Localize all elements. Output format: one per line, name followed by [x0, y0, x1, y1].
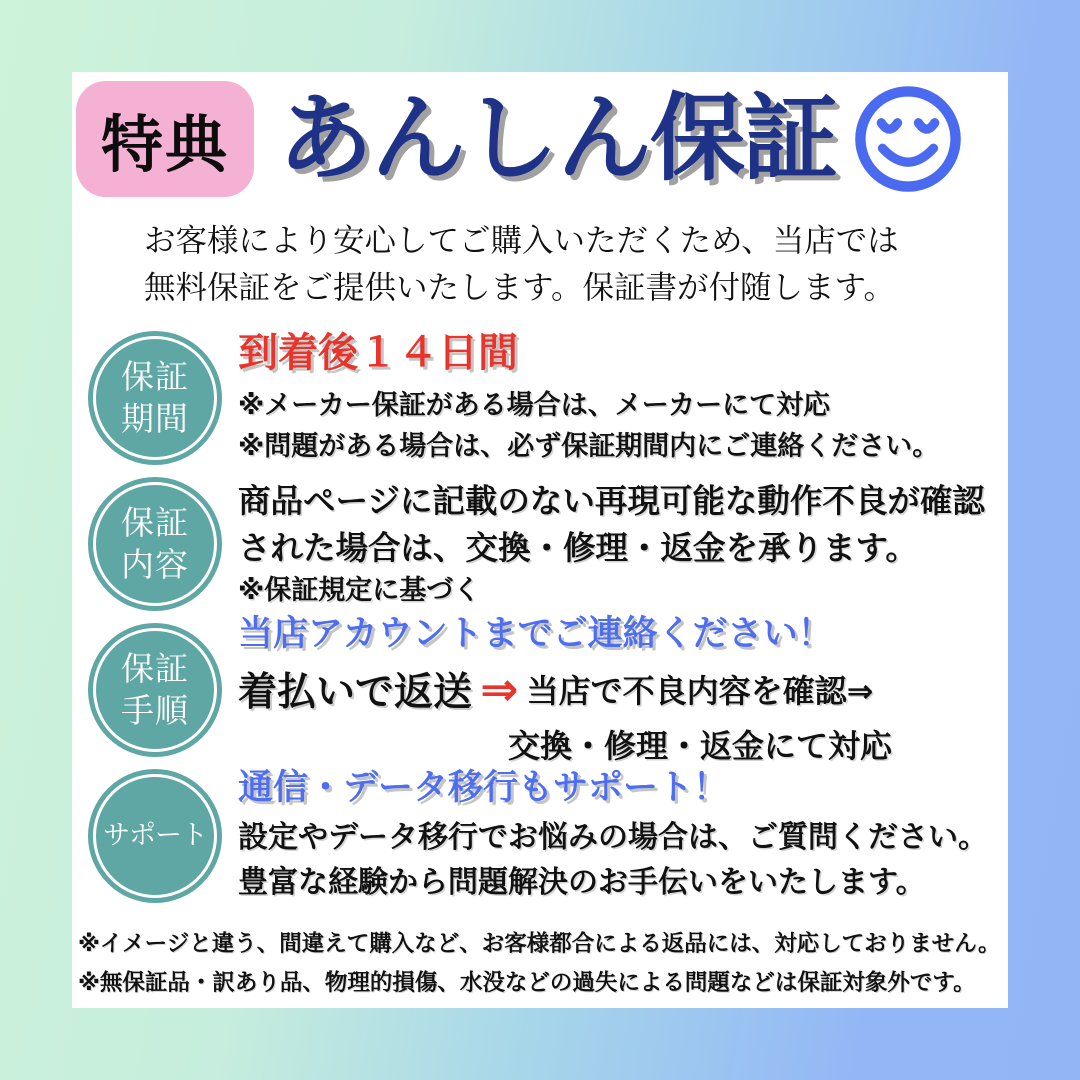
support-headline: 通信・データ移行もサポート！ [238, 767, 729, 807]
intro-line-1: お客様により安心してご購入いただくため、当店では [144, 222, 899, 258]
support-body-2: 豊富な経験から問題解決のお手伝いをいたします。 [238, 866, 926, 900]
benefit-badge [76, 81, 254, 197]
red-arrow-icon: ⇒ [480, 663, 519, 716]
warranty-period-headline: 到着後１４日間 [238, 331, 518, 375]
benefit-badge-label: 特典 [100, 110, 229, 180]
step-result-1: 当店で不良内容を確認⇒ [526, 673, 874, 710]
warranty-procedure-circle-label [88, 623, 222, 757]
warranty-period-note-1: ※メーカー保証がある場合は、メーカーにて対応 [238, 390, 831, 420]
footer-note-1: ※イメージと違う、間違えて購入など、お客様都合による返品には、対応しておりません。 [78, 930, 1001, 956]
support-content [238, 766, 1000, 906]
circle-label-line: 保証 [121, 650, 189, 688]
circle-label-line: 期間 [121, 399, 189, 437]
warranty-coverage-body-1: 商品ページに記載のない再現可能な動作不良が確認 [238, 483, 985, 520]
footer-note-2: ※無保証品・訳あり品、物理的損傷、水没などの過失による問題などは保証対象外です。 [78, 969, 976, 995]
warranty-period-note-2: ※問題がある場合は、必ず保証期間内にご連絡ください。 [238, 430, 940, 461]
circle-label-line: 保証 [121, 504, 189, 542]
section-warranty-procedure [88, 613, 1000, 765]
footer-disclaimers [78, 924, 1002, 1003]
step-result-2: 交換・修理・返金にて対応 [508, 728, 893, 765]
warranty-period-content [238, 329, 1000, 466]
warranty-coverage-body-2: された場合は、交換・修理・返金を承ります。 [238, 530, 918, 567]
intro-text [144, 217, 1008, 312]
warranty-period-circle-label [88, 331, 222, 465]
circle-label-line: 内容 [121, 545, 189, 583]
guarantee-card [72, 72, 1008, 1008]
warranty-coverage-circle-label [88, 477, 222, 611]
section-support [88, 766, 1000, 906]
circle-label-line: サポート [103, 819, 207, 850]
smiley-face-icon [850, 81, 966, 197]
support-circle-label [88, 769, 222, 903]
circle-label-line: 保証 [121, 358, 189, 396]
header [72, 72, 1008, 201]
circle-label-line: 手順 [121, 691, 189, 729]
warranty-procedure-content [238, 612, 1000, 768]
section-warranty-period [88, 328, 1000, 468]
section-warranty-coverage [88, 474, 1000, 614]
warranty-coverage-content [238, 478, 1000, 609]
support-body-1: 設定やデータ移行でお悩みの場合は、ご質問ください。 [238, 821, 988, 855]
page-title: あんしん保証 [278, 85, 837, 192]
intro-line-2: 無料保証をご提供いたします。保証書が付随します。 [144, 269, 895, 306]
warranty-procedure-step [238, 661, 1000, 717]
warranty-procedure-headline: 当店アカウントまでご連絡ください！ [238, 613, 833, 653]
step-label: 着払いで返送 [238, 671, 473, 715]
warranty-coverage-note: ※保証規定に基づく [238, 575, 481, 606]
guarantee-sections [72, 328, 1008, 906]
